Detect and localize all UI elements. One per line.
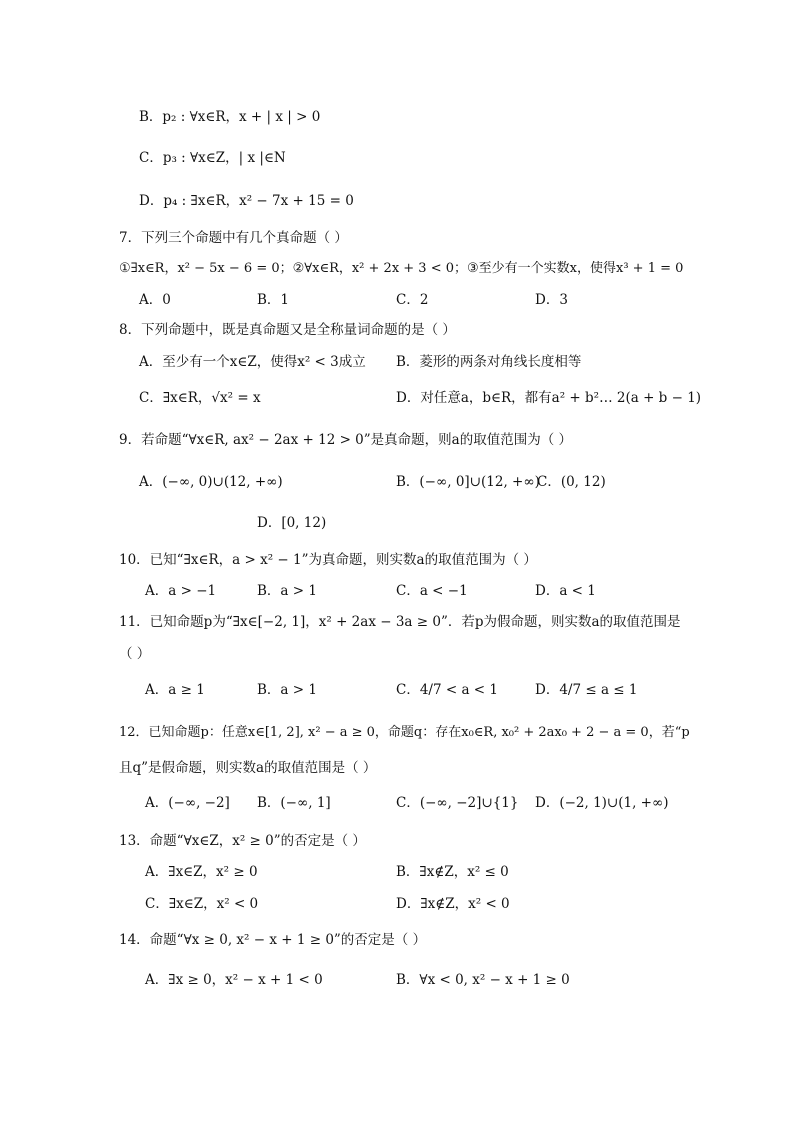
q13-option-b[interactable]: B．∃x∉Z，x² ≤ 0 (396, 864, 509, 880)
q13-option-c[interactable]: C．∃x∈Z，x² < 0 (145, 896, 259, 912)
q9-option-b[interactable]: B．(−∞, 0]∪(12, +∞) (396, 474, 540, 490)
q12-option-d[interactable]: D．(−2, 1)∪(1, +∞) (535, 795, 669, 811)
q8-stem: 8．下列命题中，既是真命题又是全称量词命题的是（ ） (119, 322, 456, 338)
q8-option-d[interactable]: D．对任意a，b∈R，都有a² + b²… 2(a + b − 1) (396, 390, 702, 406)
q7-option-c[interactable]: C．2 (396, 292, 429, 308)
q9-option-a[interactable]: A．(−∞, 0)∪(12, +∞) (139, 474, 283, 490)
q7-option-b[interactable]: B．1 (257, 292, 290, 308)
q11-option-b[interactable]: B．a > 1 (257, 682, 317, 698)
q9-option-c[interactable]: C．(0, 12) (537, 474, 606, 490)
q11-stem: 11．已知命题p为“∃x∈[−2, 1]，x² + 2ax − 3a ≥ 0”．若p为假命题，则实数a的取值范围是 (119, 614, 681, 630)
q14-stem: 14．命题“∀x ≥ 0, x² − x + 1 ≥ 0”的否定是（ ） (119, 932, 427, 948)
q12-stem: 12．已知命题p：任意x∈[1, 2], x² − a ≥ 0，命题q：存在x₀∈R, x₀² + 2ax₀ + 2 − a = 0，若“p (119, 725, 690, 740)
q12-stem-continued: 且q”是假命题，则实数a的取值范围是（ ） (119, 760, 377, 776)
q14-option-a[interactable]: A．∃x ≥ 0，x² − x + 1 < 0 (145, 972, 323, 988)
q8-option-a[interactable]: A．至少有一个x∈Z，使得x² < 3成立 (139, 354, 366, 370)
q6-option-d[interactable]: D．p₄ : ∃x∈R，x² − 7x + 15 = 0 (139, 193, 354, 209)
q7-option-d[interactable]: D．3 (535, 292, 568, 308)
q12-option-b[interactable]: B．(−∞, 1] (257, 795, 331, 811)
q7-option-a[interactable]: A．0 (139, 292, 171, 308)
q6-option-b[interactable]: B．p₂ : ∀x∈R，x + | x | > 0 (139, 109, 321, 125)
q10-option-a[interactable]: A．a > −1 (145, 583, 217, 599)
q13-stem: 13．命题“∀x∈Z，x² ≥ 0”的否定是（ ） (119, 833, 366, 849)
q7-stem: 7．下列三个命题中有几个真命题（ ） (119, 230, 348, 246)
q11-option-d[interactable]: D．4/7 ≤ a ≤ 1 (535, 682, 638, 698)
q11-option-c[interactable]: C．4/7 < a < 1 (396, 682, 498, 698)
q10-option-c[interactable]: C．a < −1 (396, 583, 468, 599)
q8-option-b[interactable]: B．菱形的两条对角线长度相等 (396, 354, 582, 370)
q14-option-b[interactable]: B．∀x < 0, x² − x + 1 ≥ 0 (396, 972, 570, 988)
q9-stem: 9．若命题“∀x∈R, ax² − 2ax + 12 > 0”是真命题，则a的取值范围为（ ） (119, 432, 573, 448)
q12-option-c[interactable]: C．(−∞, −2]∪{1} (396, 795, 519, 811)
q11-option-a[interactable]: A．a ≥ 1 (145, 682, 205, 698)
q8-option-c[interactable]: C．∃x∈R，√x² = x (139, 390, 261, 406)
q10-option-d[interactable]: D．a < 1 (535, 583, 596, 599)
q9-option-d[interactable]: D．[0, 12) (257, 515, 327, 531)
q11-stem-continued: （ ） (119, 646, 151, 662)
q6-option-c[interactable]: C．p₃ : ∀x∈Z，| x |∈N (139, 150, 286, 166)
q7-items: ①∃x∈R，x² − 5x − 6 = 0；②∀x∈R，x² + 2x + 3 < 0；③至少有一个实数x，使得x³ + 1 = 0 (119, 261, 684, 276)
q10-option-b[interactable]: B．a > 1 (257, 583, 317, 599)
q13-option-a[interactable]: A．∃x∈Z，x² ≥ 0 (145, 864, 258, 880)
q13-option-d[interactable]: D．∃x∉Z，x² < 0 (396, 896, 510, 912)
q10-stem: 10．已知“∃x∈R，a > x² − 1”为真命题，则实数a的取值范围为（ ） (119, 552, 537, 568)
q12-option-a[interactable]: A．(−∞, −2] (145, 795, 230, 811)
